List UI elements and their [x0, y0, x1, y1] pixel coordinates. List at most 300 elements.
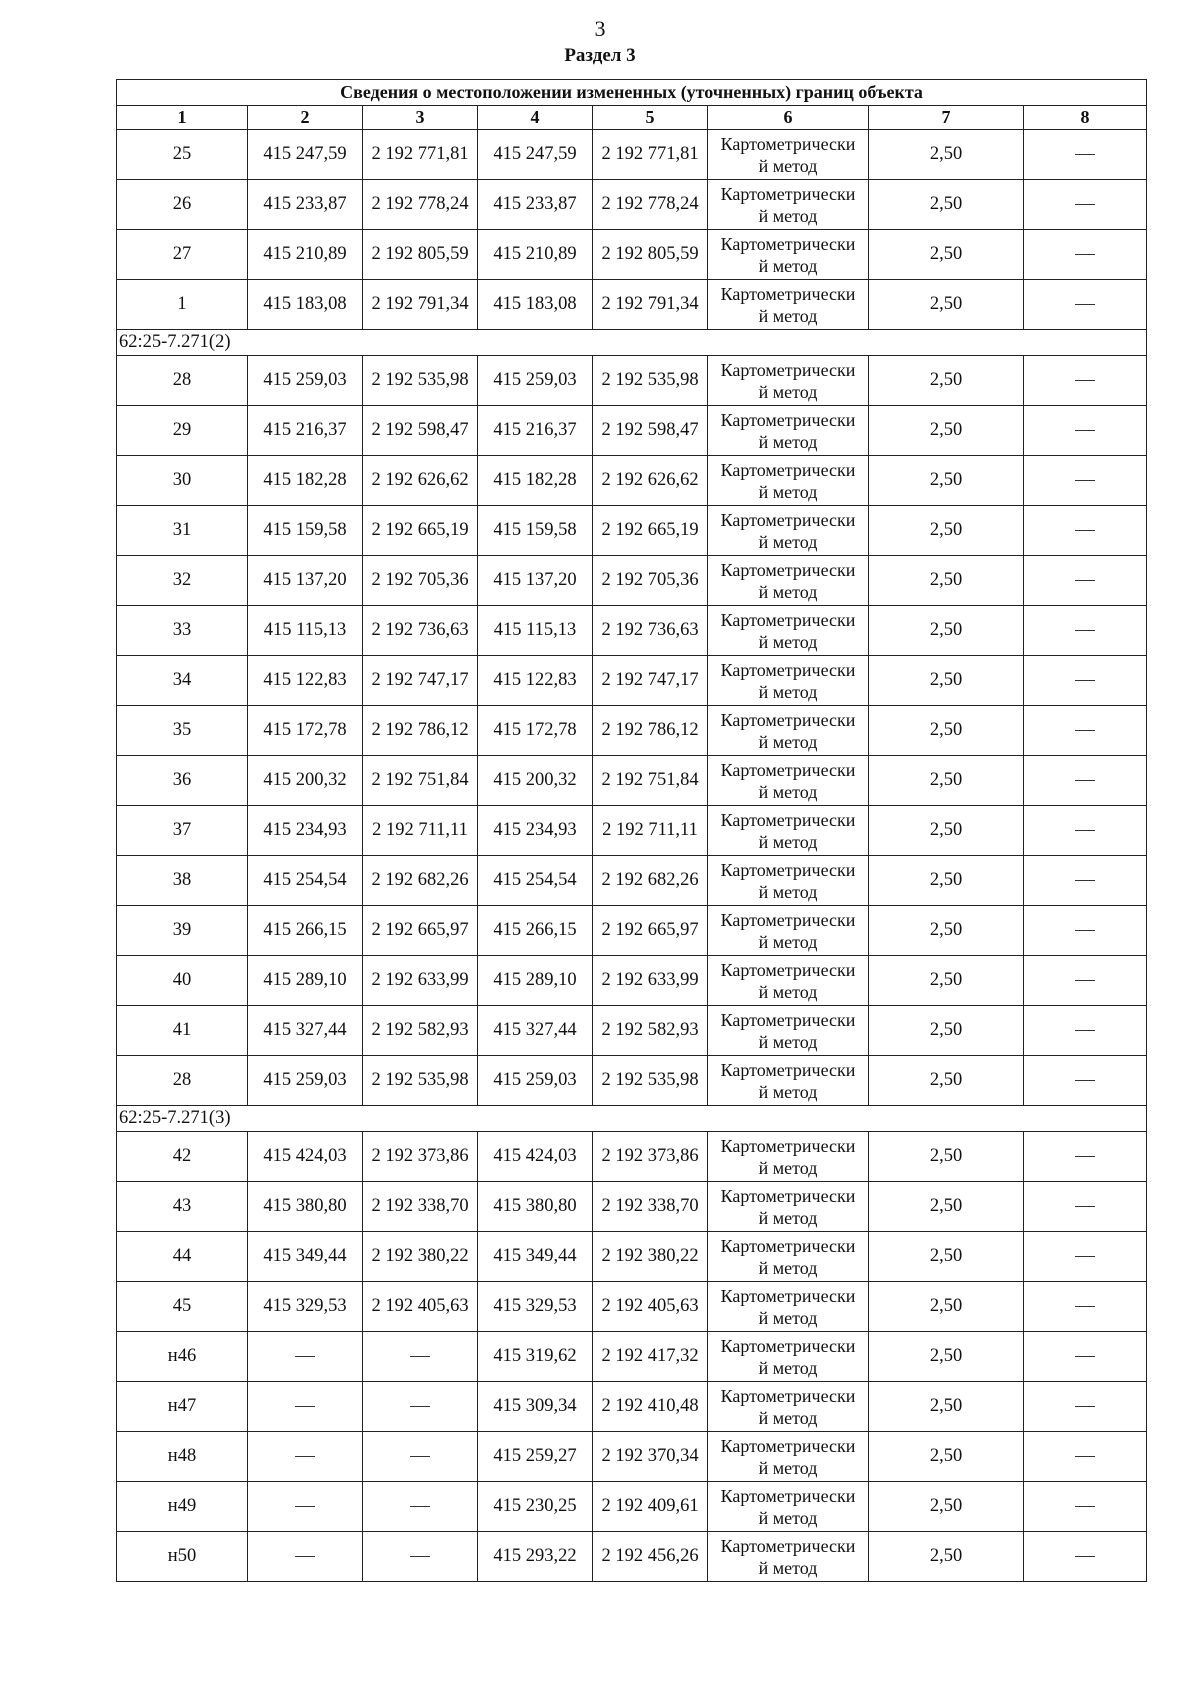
existing-y-cell: 2 192 786,12: [363, 706, 478, 756]
description-cell: [1024, 1006, 1147, 1056]
method-cell: [708, 1532, 869, 1582]
point-number-cell: 36: [117, 756, 248, 806]
existing-y-cell: 2 192 805,59: [363, 230, 478, 280]
dash-mark: [1075, 1256, 1095, 1257]
table-row: [117, 130, 1147, 180]
existing-x-cell: 415 289,10: [248, 956, 363, 1006]
accuracy-cell: 2,50: [869, 1332, 1024, 1382]
dash-mark: [1075, 1356, 1095, 1357]
refined-y-cell: 2 192 751,84: [593, 756, 708, 806]
refined-y-cell: 2 192 370,34: [593, 1432, 708, 1482]
table-row: [117, 556, 1147, 606]
method-line-2: й метод: [758, 1557, 818, 1578]
description-cell: [1024, 1132, 1147, 1182]
description-cell: [1024, 130, 1147, 180]
method-line-1: Картометрически: [720, 809, 856, 830]
dash-mark: [1075, 580, 1095, 581]
existing-y-cell: 2 192 380,22: [363, 1232, 478, 1282]
method-cell: [708, 656, 869, 706]
existing-x-cell: 415 183,08: [248, 280, 363, 330]
method-cell: [708, 806, 869, 856]
column-number: 5: [593, 106, 708, 130]
existing-x-cell: 415 122,83: [248, 656, 363, 706]
point-number-cell: 30: [117, 456, 248, 506]
column-number: 7: [869, 106, 1024, 130]
method-cell: [708, 1232, 869, 1282]
table-title: Сведения о местоположении измененных (уточненных) границ объекта: [117, 80, 1147, 106]
method-cell: [708, 1132, 869, 1182]
existing-x-cell: 415 234,93: [248, 806, 363, 856]
existing-y-cell: [363, 1482, 478, 1532]
accuracy-cell: 2,50: [869, 1182, 1024, 1232]
existing-y-cell: 2 192 582,93: [363, 1006, 478, 1056]
table-row: [117, 406, 1147, 456]
dash-mark: [1075, 254, 1095, 255]
dash-mark: [1075, 1556, 1095, 1557]
existing-y-cell: 2 192 778,24: [363, 180, 478, 230]
method-line-2: й метод: [758, 781, 818, 802]
method-cell: [708, 1432, 869, 1482]
table-row: [117, 1056, 1147, 1106]
refined-x-cell: 415 234,93: [478, 806, 593, 856]
existing-y-cell: 2 192 338,70: [363, 1182, 478, 1232]
refined-x-cell: 415 200,32: [478, 756, 593, 806]
method-line-1: Картометрически: [720, 1335, 856, 1356]
existing-y-cell: 2 192 791,34: [363, 280, 478, 330]
existing-x-cell: 415 327,44: [248, 1006, 363, 1056]
existing-y-cell: 2 192 373,86: [363, 1132, 478, 1182]
dash-mark: [410, 1456, 430, 1457]
accuracy-cell: 2,50: [869, 180, 1024, 230]
method-line-2: й метод: [758, 205, 818, 226]
method-line-1: Картометрически: [720, 1435, 856, 1456]
refined-y-cell: 2 192 373,86: [593, 1132, 708, 1182]
method-line-2: й метод: [758, 1207, 818, 1228]
point-number-cell: 38: [117, 856, 248, 906]
method-line-2: й метод: [758, 831, 818, 852]
method-line-1: Картометрически: [720, 409, 856, 430]
description-cell: [1024, 706, 1147, 756]
group-row: [117, 1106, 1147, 1132]
dash-mark: [1075, 730, 1095, 731]
existing-x-cell: 415 159,58: [248, 506, 363, 556]
dash-mark: [1075, 1030, 1095, 1031]
method-line-2: й метод: [758, 1081, 818, 1102]
method-line-1: Картометрически: [720, 509, 856, 530]
description-cell: [1024, 756, 1147, 806]
column-number: 2: [248, 106, 363, 130]
dash-mark: [1075, 430, 1095, 431]
existing-x-cell: 415 380,80: [248, 1182, 363, 1232]
method-line-2: й метод: [758, 881, 818, 902]
point-number-cell: 35: [117, 706, 248, 756]
existing-y-cell: 2 192 535,98: [363, 356, 478, 406]
point-number-cell: 33: [117, 606, 248, 656]
existing-x-cell: 415 254,54: [248, 856, 363, 906]
description-cell: [1024, 556, 1147, 606]
accuracy-cell: 2,50: [869, 606, 1024, 656]
method-line-2: й метод: [758, 531, 818, 552]
refined-x-cell: 415 289,10: [478, 956, 593, 1006]
refined-x-cell: 415 319,62: [478, 1332, 593, 1382]
group-label: 62:25-7.271(3): [117, 1106, 1147, 1132]
method-line-1: Картометрически: [720, 1185, 856, 1206]
accuracy-cell: 2,50: [869, 1282, 1024, 1332]
table-row: [117, 356, 1147, 406]
refined-x-cell: 415 254,54: [478, 856, 593, 906]
description-cell: [1024, 856, 1147, 906]
point-number-cell: 37: [117, 806, 248, 856]
method-cell: [708, 180, 869, 230]
method-line-1: Картометрически: [720, 283, 856, 304]
method-line-2: й метод: [758, 1307, 818, 1328]
method-line-2: й метод: [758, 681, 818, 702]
accuracy-cell: 2,50: [869, 806, 1024, 856]
dash-mark: [295, 1456, 315, 1457]
existing-y-cell: [363, 1532, 478, 1582]
existing-y-cell: 2 192 598,47: [363, 406, 478, 456]
table-row: [117, 180, 1147, 230]
refined-y-cell: 2 192 405,63: [593, 1282, 708, 1332]
existing-x-cell: 415 182,28: [248, 456, 363, 506]
method-cell: [708, 706, 869, 756]
point-number-cell: 41: [117, 1006, 248, 1056]
dash-mark: [1075, 1080, 1095, 1081]
refined-x-cell: 415 183,08: [478, 280, 593, 330]
point-number-cell: 27: [117, 230, 248, 280]
existing-x-cell: [248, 1382, 363, 1432]
method-cell: [708, 1382, 869, 1432]
dash-mark: [1075, 1506, 1095, 1507]
refined-x-cell: 415 216,37: [478, 406, 593, 456]
dash-mark: [1075, 630, 1095, 631]
dash-mark: [295, 1356, 315, 1357]
refined-y-cell: 2 192 598,47: [593, 406, 708, 456]
table-row: [117, 506, 1147, 556]
existing-x-cell: 415 266,15: [248, 906, 363, 956]
point-number-cell: 28: [117, 1056, 248, 1106]
point-number-cell: 34: [117, 656, 248, 706]
table-row: [117, 456, 1147, 506]
method-line-2: й метод: [758, 381, 818, 402]
existing-x-cell: [248, 1432, 363, 1482]
page-number: 3: [594, 16, 606, 41]
refined-x-cell: 415 293,22: [478, 1532, 593, 1582]
dash-mark: [410, 1406, 430, 1407]
table-row: [117, 906, 1147, 956]
existing-y-cell: 2 192 665,19: [363, 506, 478, 556]
table-row: [117, 706, 1147, 756]
method-line-2: й метод: [758, 731, 818, 752]
method-line-1: Картометрически: [720, 1485, 856, 1506]
method-line-1: Картометрически: [720, 1135, 856, 1156]
refined-x-cell: 415 115,13: [478, 606, 593, 656]
method-cell: [708, 280, 869, 330]
refined-y-cell: 2 192 711,11: [593, 806, 708, 856]
accuracy-cell: 2,50: [869, 280, 1024, 330]
dash-mark: [1075, 304, 1095, 305]
refined-y-cell: 2 192 682,26: [593, 856, 708, 906]
refined-y-cell: 2 192 786,12: [593, 706, 708, 756]
method-line-2: й метод: [758, 931, 818, 952]
existing-y-cell: 2 192 626,62: [363, 456, 478, 506]
accuracy-cell: 2,50: [869, 1382, 1024, 1432]
description-cell: [1024, 180, 1147, 230]
refined-y-cell: 2 192 409,61: [593, 1482, 708, 1532]
refined-x-cell: 415 309,34: [478, 1382, 593, 1432]
table-row: [117, 806, 1147, 856]
accuracy-cell: 2,50: [869, 556, 1024, 606]
point-number-cell: 29: [117, 406, 248, 456]
existing-x-cell: 415 424,03: [248, 1132, 363, 1182]
existing-x-cell: 415 115,13: [248, 606, 363, 656]
method-cell: [708, 356, 869, 406]
accuracy-cell: 2,50: [869, 856, 1024, 906]
description-cell: [1024, 606, 1147, 656]
refined-y-cell: 2 192 633,99: [593, 956, 708, 1006]
refined-x-cell: 415 380,80: [478, 1182, 593, 1232]
refined-y-cell: 2 192 626,62: [593, 456, 708, 506]
refined-x-cell: 415 182,28: [478, 456, 593, 506]
description-cell: [1024, 506, 1147, 556]
refined-y-cell: 2 192 417,32: [593, 1332, 708, 1382]
method-line-2: й метод: [758, 1357, 818, 1378]
method-line-2: й метод: [758, 1257, 818, 1278]
accuracy-cell: 2,50: [869, 656, 1024, 706]
refined-y-cell: 2 192 582,93: [593, 1006, 708, 1056]
method-line-2: й метод: [758, 431, 818, 452]
refined-x-cell: 415 259,27: [478, 1432, 593, 1482]
existing-x-cell: [248, 1332, 363, 1382]
method-line-1: Картометрически: [720, 1285, 856, 1306]
refined-x-cell: 415 424,03: [478, 1132, 593, 1182]
dash-mark: [295, 1406, 315, 1407]
table-row: [117, 230, 1147, 280]
method-line-1: Картометрически: [720, 133, 856, 154]
dash-mark: [1075, 830, 1095, 831]
method-line-1: Картометрически: [720, 859, 856, 880]
refined-y-cell: 2 192 771,81: [593, 130, 708, 180]
method-line-2: й метод: [758, 255, 818, 276]
dash-mark: [1075, 204, 1095, 205]
description-cell: [1024, 956, 1147, 1006]
point-number-cell: 39: [117, 906, 248, 956]
dash-mark: [1075, 1206, 1095, 1207]
description-cell: [1024, 1182, 1147, 1232]
existing-y-cell: [363, 1432, 478, 1482]
dash-mark: [1075, 1156, 1095, 1157]
refined-x-cell: 415 233,87: [478, 180, 593, 230]
table-row: [117, 1132, 1147, 1182]
boundary-coordinates-table: [116, 79, 1147, 1582]
dash-mark: [1075, 980, 1095, 981]
table-row: [117, 1532, 1147, 1582]
table-row: [117, 856, 1147, 906]
accuracy-cell: 2,50: [869, 130, 1024, 180]
method-line-2: й метод: [758, 581, 818, 602]
method-line-2: й метод: [758, 1407, 818, 1428]
refined-y-cell: 2 192 778,24: [593, 180, 708, 230]
existing-y-cell: 2 192 736,63: [363, 606, 478, 656]
point-number-cell: н47: [117, 1382, 248, 1432]
existing-x-cell: 415 233,87: [248, 180, 363, 230]
existing-x-cell: 415 247,59: [248, 130, 363, 180]
existing-y-cell: 2 192 682,26: [363, 856, 478, 906]
dash-mark: [295, 1556, 315, 1557]
method-line-1: Картометрически: [720, 359, 856, 380]
group-label: 62:25-7.271(2): [117, 330, 1147, 356]
method-line-2: й метод: [758, 631, 818, 652]
accuracy-cell: 2,50: [869, 906, 1024, 956]
refined-y-cell: 2 192 705,36: [593, 556, 708, 606]
description-cell: [1024, 1056, 1147, 1106]
accuracy-cell: 2,50: [869, 1006, 1024, 1056]
refined-x-cell: 415 172,78: [478, 706, 593, 756]
point-number-cell: 32: [117, 556, 248, 606]
refined-x-cell: 415 349,44: [478, 1232, 593, 1282]
existing-x-cell: 415 137,20: [248, 556, 363, 606]
dash-mark: [1075, 380, 1095, 381]
point-number-cell: 25: [117, 130, 248, 180]
existing-x-cell: [248, 1482, 363, 1532]
accuracy-cell: 2,50: [869, 406, 1024, 456]
method-line-1: Картометрически: [720, 759, 856, 780]
existing-x-cell: 415 172,78: [248, 706, 363, 756]
table-row: [117, 1232, 1147, 1282]
method-cell: [708, 956, 869, 1006]
method-line-1: Картометрически: [720, 1235, 856, 1256]
point-number-cell: н50: [117, 1532, 248, 1582]
description-cell: [1024, 230, 1147, 280]
group-row: [117, 330, 1147, 356]
refined-x-cell: 415 137,20: [478, 556, 593, 606]
point-number-cell: 28: [117, 356, 248, 406]
refined-x-cell: 415 247,59: [478, 130, 593, 180]
existing-y-cell: 2 192 747,17: [363, 656, 478, 706]
method-line-2: й метод: [758, 481, 818, 502]
refined-x-cell: 415 122,83: [478, 656, 593, 706]
method-line-1: Картометрически: [720, 959, 856, 980]
table-row: [117, 656, 1147, 706]
description-cell: [1024, 1532, 1147, 1582]
method-cell: [708, 1006, 869, 1056]
method-cell: [708, 1332, 869, 1382]
method-line-2: й метод: [758, 1507, 818, 1528]
existing-y-cell: 2 192 633,99: [363, 956, 478, 1006]
existing-x-cell: 415 216,37: [248, 406, 363, 456]
accuracy-cell: 2,50: [869, 356, 1024, 406]
table-row: [117, 1482, 1147, 1532]
refined-y-cell: 2 192 747,17: [593, 656, 708, 706]
refined-x-cell: 415 329,53: [478, 1282, 593, 1332]
accuracy-cell: 2,50: [869, 1232, 1024, 1282]
existing-y-cell: [363, 1332, 478, 1382]
column-number: 4: [478, 106, 593, 130]
accuracy-cell: 2,50: [869, 756, 1024, 806]
table-row: [117, 280, 1147, 330]
table-row: [117, 606, 1147, 656]
method-cell: [708, 230, 869, 280]
column-number: 3: [363, 106, 478, 130]
point-number-cell: 31: [117, 506, 248, 556]
table-row: [117, 1182, 1147, 1232]
accuracy-cell: 2,50: [869, 1432, 1024, 1482]
dash-mark: [410, 1556, 430, 1557]
existing-y-cell: 2 192 535,98: [363, 1056, 478, 1106]
refined-y-cell: 2 192 535,98: [593, 356, 708, 406]
refined-y-cell: 2 192 791,34: [593, 280, 708, 330]
point-number-cell: 1: [117, 280, 248, 330]
method-line-1: Картометрически: [720, 1385, 856, 1406]
dash-mark: [410, 1506, 430, 1507]
refined-x-cell: 415 230,25: [478, 1482, 593, 1532]
method-line-1: Картометрически: [720, 233, 856, 254]
existing-y-cell: [363, 1382, 478, 1432]
method-line-1: Картометрически: [720, 1059, 856, 1080]
method-line-2: й метод: [758, 305, 818, 326]
point-number-cell: 42: [117, 1132, 248, 1182]
existing-x-cell: 415 259,03: [248, 1056, 363, 1106]
description-cell: [1024, 1482, 1147, 1532]
refined-y-cell: 2 192 338,70: [593, 1182, 708, 1232]
table-row: [117, 1382, 1147, 1432]
accuracy-cell: 2,50: [869, 1056, 1024, 1106]
method-cell: [708, 456, 869, 506]
method-line-1: Картометрически: [720, 459, 856, 480]
table-row: [117, 956, 1147, 1006]
method-cell: [708, 1482, 869, 1532]
dash-mark: [1075, 680, 1095, 681]
accuracy-cell: 2,50: [869, 706, 1024, 756]
existing-x-cell: 415 329,53: [248, 1282, 363, 1332]
accuracy-cell: 2,50: [869, 230, 1024, 280]
method-cell: [708, 756, 869, 806]
existing-y-cell: 2 192 665,97: [363, 906, 478, 956]
refined-x-cell: 415 259,03: [478, 356, 593, 406]
existing-x-cell: 415 210,89: [248, 230, 363, 280]
column-number: 8: [1024, 106, 1147, 130]
method-line-1: Картометрически: [720, 659, 856, 680]
existing-x-cell: [248, 1532, 363, 1582]
table-row: [117, 1432, 1147, 1482]
description-cell: [1024, 356, 1147, 406]
column-number: 6: [708, 106, 869, 130]
method-cell: [708, 130, 869, 180]
method-line-2: й метод: [758, 981, 818, 1002]
method-line-1: Картометрически: [720, 183, 856, 204]
description-cell: [1024, 280, 1147, 330]
accuracy-cell: 2,50: [869, 956, 1024, 1006]
column-number-row: [117, 106, 1147, 130]
point-number-cell: 45: [117, 1282, 248, 1332]
table-body: [117, 80, 1147, 1582]
existing-x-cell: 415 259,03: [248, 356, 363, 406]
accuracy-cell: 2,50: [869, 1132, 1024, 1182]
dash-mark: [1075, 1456, 1095, 1457]
refined-x-cell: 415 259,03: [478, 1056, 593, 1106]
refined-x-cell: 415 159,58: [478, 506, 593, 556]
accuracy-cell: 2,50: [869, 506, 1024, 556]
accuracy-cell: 2,50: [869, 456, 1024, 506]
method-cell: [708, 506, 869, 556]
refined-y-cell: 2 192 736,63: [593, 606, 708, 656]
point-number-cell: 40: [117, 956, 248, 1006]
method-cell: [708, 606, 869, 656]
method-line-2: й метод: [758, 155, 818, 176]
dash-mark: [1075, 154, 1095, 155]
point-number-cell: 44: [117, 1232, 248, 1282]
existing-y-cell: 2 192 705,36: [363, 556, 478, 606]
